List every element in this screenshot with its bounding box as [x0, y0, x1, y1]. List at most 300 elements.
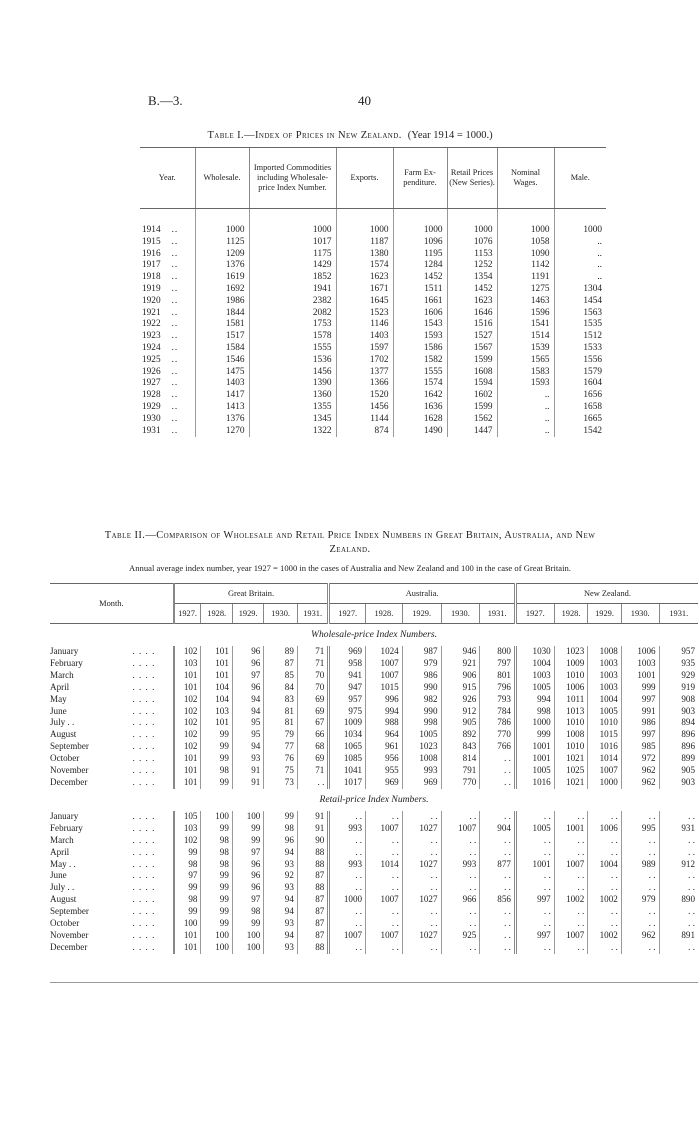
gb-value: 100 [232, 811, 263, 823]
value: 1000 [583, 225, 602, 235]
nz-value: . . [621, 811, 659, 823]
nz-value: . . [515, 811, 554, 823]
value-cell [447, 296, 497, 308]
nz-value: 997 [515, 930, 554, 942]
month-row [50, 729, 698, 741]
value: 1187 [370, 236, 389, 247]
value: 1456 [369, 401, 389, 412]
value-cell [497, 367, 554, 379]
year-header-aus-4: 1931. [480, 604, 516, 624]
row-dots: .. [171, 342, 179, 353]
gb-value: 100 [201, 930, 232, 942]
value: 1146 [370, 319, 389, 330]
gb-value: 88 [297, 859, 328, 871]
value-cell [336, 209, 393, 237]
month-name: January [50, 646, 79, 656]
month-row [50, 811, 698, 823]
aus-value: 796 [480, 682, 516, 694]
value-cell [195, 426, 249, 438]
value: 1628 [423, 413, 443, 424]
aus-value: 1015 [366, 682, 403, 694]
nz-value: 1023 [554, 646, 588, 658]
value: 1452 [473, 283, 493, 294]
section-title: Retail-price Index Numbers. [319, 793, 429, 805]
value: 1447 [473, 425, 493, 436]
value: 1599 [473, 354, 493, 365]
month-name: October [50, 918, 80, 929]
gb-value: 100 [201, 942, 232, 954]
year-label: 1918 [142, 272, 161, 283]
value-cell [497, 308, 554, 320]
value-cell [195, 209, 249, 237]
value-cell [249, 331, 336, 343]
gb-value: 97 [174, 870, 201, 882]
gb-value: 91 [232, 777, 263, 789]
value: 1645 [369, 295, 389, 306]
gb-value: 75 [264, 765, 298, 777]
aus-value: . . [441, 942, 480, 954]
nz-value: . . [515, 918, 554, 930]
aus-value: 926 [441, 694, 480, 706]
row-dots: .. [171, 295, 179, 306]
value-cell [554, 249, 606, 261]
month-dots: . . . . [132, 669, 156, 680]
year-label: 1915 [142, 236, 161, 247]
value-cell [393, 296, 447, 308]
value: 1539 [530, 342, 550, 353]
aus-value: 990 [402, 682, 441, 694]
value-cell [393, 284, 447, 296]
year-cell [140, 284, 195, 296]
month-dots: . . . . [132, 918, 156, 929]
month-row [50, 906, 698, 918]
value-cell [195, 237, 249, 249]
value-cell [336, 272, 393, 284]
comparison-table [50, 583, 698, 954]
value-cell [447, 343, 497, 355]
value: 1096 [423, 236, 443, 247]
value: 1058 [530, 236, 550, 247]
value-cell [195, 319, 249, 331]
gb-value: 99 [174, 906, 201, 918]
value: 1555 [312, 342, 332, 353]
month-dots: . . . . [132, 894, 156, 905]
nz-value: 1014 [588, 753, 622, 765]
aus-value: 905 [441, 717, 480, 729]
value-cell [249, 355, 336, 367]
nz-value: 1001 [515, 741, 554, 753]
aus-value: 994 [366, 706, 403, 718]
aus-value: 1014 [366, 859, 403, 871]
value-cell [447, 402, 497, 414]
value: .. [544, 425, 550, 436]
nz-value: . . [588, 847, 622, 859]
value-cell [554, 308, 606, 320]
month-row [50, 894, 698, 906]
month-row [50, 918, 698, 930]
value-cell [447, 260, 497, 272]
year-header-gb-3: 1930. [264, 604, 298, 624]
gb-value: 102 [174, 706, 201, 718]
gb-value: 98 [174, 859, 201, 871]
nz-value: 1010 [554, 741, 588, 753]
value-cell [393, 367, 447, 379]
value: 1599 [473, 401, 493, 412]
value: 1623 [473, 295, 493, 306]
aus-value: 1085 [329, 753, 366, 765]
value-cell [447, 390, 497, 402]
aus-value: 791 [441, 765, 480, 777]
gb-value: 101 [201, 658, 232, 670]
gb-value: 101 [174, 682, 201, 694]
nz-value: 912 [659, 859, 698, 871]
nz-value: 891 [659, 930, 698, 942]
value-cell [195, 260, 249, 272]
value: 1376 [225, 413, 245, 424]
year-label: 1916 [142, 248, 161, 259]
nz-value: 1010 [588, 717, 622, 729]
aus-value: . . [366, 835, 403, 847]
value-cell [249, 319, 336, 331]
nz-value: . . [554, 847, 588, 859]
value: 1582 [423, 354, 443, 365]
aus-value: 1065 [329, 741, 366, 753]
month-dots: . . . . [132, 870, 156, 881]
aus-value: 912 [441, 706, 480, 718]
gb-value: 79 [264, 729, 298, 741]
gb-value: 69 [297, 753, 328, 765]
nz-value: 1007 [554, 859, 588, 871]
gb-value: 77 [264, 741, 298, 753]
value-cell [497, 249, 554, 261]
value: 1661 [423, 295, 443, 306]
nz-value: . . [515, 942, 554, 954]
value-cell [336, 237, 393, 249]
month-dots: . . . . [132, 810, 156, 821]
value: 1578 [312, 331, 332, 342]
gb-value: 98 [232, 906, 263, 918]
gb-value: 85 [264, 670, 298, 682]
value: 1076 [473, 236, 493, 247]
aus-value: 941 [329, 670, 366, 682]
nz-value: 989 [621, 859, 659, 871]
value: 1413 [225, 401, 245, 412]
aus-value: 1007 [366, 823, 403, 835]
value: 1941 [312, 283, 332, 294]
value: 1000 [312, 225, 332, 235]
gb-value: 101 [174, 670, 201, 682]
nz-value: . . [659, 906, 698, 918]
value-cell [336, 343, 393, 355]
gb-value: 102 [174, 741, 201, 753]
value-cell [554, 296, 606, 308]
nz-value: . . [621, 835, 659, 847]
table1-row [140, 355, 606, 367]
gb-value: 94 [264, 894, 298, 906]
aus-value: 915 [441, 682, 480, 694]
value: 1000 [530, 225, 550, 235]
year-cell [140, 249, 195, 261]
aus-value: 892 [441, 729, 480, 741]
value-cell [447, 237, 497, 249]
value-cell [393, 249, 447, 261]
aus-value: 998 [402, 717, 441, 729]
nz-value: 931 [659, 823, 698, 835]
table2-group-row [50, 584, 698, 604]
value: 1191 [531, 272, 550, 283]
year-cell [140, 355, 195, 367]
gb-value: 71 [297, 765, 328, 777]
value: 1527 [473, 331, 493, 342]
value-cell [393, 260, 447, 272]
value-cell [447, 308, 497, 320]
gb-value: 103 [174, 823, 201, 835]
value: 1594 [473, 378, 493, 389]
gb-value: 87 [297, 894, 328, 906]
value: 1142 [531, 260, 550, 271]
month-name: April [50, 681, 70, 692]
month-row [50, 658, 698, 670]
gb-value: . . [297, 777, 328, 789]
year-label: 1922 [142, 319, 161, 330]
year-header-aus-1: 1928. [366, 604, 403, 624]
aus-value: 990 [402, 706, 441, 718]
gb-value: 99 [201, 729, 232, 741]
value: 1567 [473, 342, 493, 353]
aus-value: 1027 [402, 894, 441, 906]
year-cell [140, 237, 195, 249]
nz-value: 908 [659, 694, 698, 706]
gb-value: 93 [264, 859, 298, 871]
value: 1523 [369, 307, 389, 318]
value-cell [497, 355, 554, 367]
year-header-gb-1: 1928. [201, 604, 232, 624]
year-cell [140, 260, 195, 272]
value: 1429 [312, 260, 332, 271]
aus-value: 786 [480, 717, 516, 729]
gb-value: 99 [264, 811, 298, 823]
value: 874 [374, 425, 389, 436]
nz-value: 894 [659, 717, 698, 729]
month-row [50, 777, 698, 789]
month-row [50, 682, 698, 694]
gb-value: 69 [297, 706, 328, 718]
gb-value: 95 [232, 717, 263, 729]
year-label: 1924 [142, 342, 161, 353]
value-cell [249, 414, 336, 426]
aus-value: 986 [402, 670, 441, 682]
value: 1646 [473, 307, 493, 318]
aus-value: . . [329, 906, 366, 918]
month-dots: . . . . [132, 822, 156, 833]
value: 1000 [369, 225, 389, 235]
aus-value: 800 [480, 646, 516, 658]
value-cell [195, 378, 249, 390]
aus-value: 843 [441, 741, 480, 753]
aus-value: . . [441, 811, 480, 823]
nz-value: 1002 [588, 894, 622, 906]
value: .. [597, 248, 602, 259]
value-cell [195, 367, 249, 379]
year-cell [140, 272, 195, 284]
month-dots: . . . . [132, 941, 156, 952]
month-dots: . . . . [132, 729, 156, 740]
aus-value: . . [329, 847, 366, 859]
year-cell [140, 402, 195, 414]
month-row [50, 670, 698, 682]
month-name: December [50, 941, 88, 952]
value: 1390 [312, 378, 332, 389]
month-name: February [50, 657, 83, 668]
gb-value: 98 [201, 765, 232, 777]
month-name: September [50, 906, 89, 917]
value: 1511 [424, 283, 443, 294]
gb-value: 101 [174, 753, 201, 765]
value-cell [195, 308, 249, 320]
nz-value: . . [659, 918, 698, 930]
row-dots: .. [171, 236, 179, 247]
value: 1475 [225, 366, 245, 377]
value-cell [393, 402, 447, 414]
value-cell [336, 390, 393, 402]
year-cell [140, 319, 195, 331]
month-name: December [50, 776, 88, 787]
nz-value: 1007 [588, 765, 622, 777]
gb-value: 94 [264, 930, 298, 942]
gb-value: 99 [174, 882, 201, 894]
gb-value: 84 [264, 682, 298, 694]
value-cell [336, 402, 393, 414]
aus-value: . . [402, 811, 441, 823]
year-label: 1925 [142, 354, 161, 365]
nz-value: . . [554, 811, 588, 823]
table1-row [140, 272, 606, 284]
gb-value: 68 [297, 741, 328, 753]
value: 1583 [530, 366, 550, 377]
gb-value: 93 [232, 753, 263, 765]
value-cell [195, 284, 249, 296]
value: 1562 [473, 413, 493, 424]
nz-value: 1025 [554, 765, 588, 777]
aus-value: 1041 [329, 765, 366, 777]
nz-value: . . [621, 942, 659, 954]
year-cell [140, 308, 195, 320]
value: 1844 [225, 307, 245, 318]
page-number: 40 [358, 93, 371, 108]
aus-value: 955 [366, 765, 403, 777]
value-cell [393, 355, 447, 367]
aus-value: 1007 [441, 823, 480, 835]
value-cell [249, 426, 336, 438]
group-great-britain: Great Britain. [174, 584, 329, 604]
month-dots: . . . . [132, 753, 156, 764]
nz-value: . . [621, 906, 659, 918]
gb-value: 96 [232, 870, 263, 882]
gb-value: 88 [297, 847, 328, 859]
value-cell [336, 414, 393, 426]
table2-caption-line1: Table II.—Comparison of Wholesale and Retail Price Index Numbers in Great Britain, Australia, and New [104, 530, 596, 541]
aus-value: . . [480, 882, 516, 894]
value: 1144 [370, 413, 389, 424]
aus-value: 964 [366, 729, 403, 741]
aus-value: . . [480, 906, 516, 918]
nz-value: 1002 [588, 930, 622, 942]
year-label: 1927 [142, 378, 161, 389]
nz-value: 1010 [554, 670, 588, 682]
aus-value: . . [402, 847, 441, 859]
gb-value: 95 [232, 729, 263, 741]
aus-value: . . [480, 753, 516, 765]
aus-value: . . [441, 882, 480, 894]
value: 1209 [225, 248, 245, 259]
aus-value: . . [480, 777, 516, 789]
value-cell [195, 249, 249, 261]
value-cell [447, 355, 497, 367]
value: 1986 [225, 295, 245, 306]
value: 1380 [369, 248, 389, 259]
nz-value: 899 [659, 753, 698, 765]
aus-value: 1007 [366, 658, 403, 670]
row-dots: .. [171, 390, 179, 401]
table1-header-row [140, 148, 606, 209]
month-name: July . . [50, 882, 75, 893]
nz-value: 994 [515, 694, 554, 706]
year-header-nz-2: 1929. [588, 604, 622, 624]
gb-value: 70 [297, 670, 328, 682]
value-cell [249, 284, 336, 296]
gb-value: 98 [201, 859, 232, 871]
gb-value: 101 [174, 930, 201, 942]
nz-value: . . [621, 882, 659, 894]
nz-value: . . [554, 870, 588, 882]
nz-value: 1001 [621, 670, 659, 682]
table1-header-5: Retail Prices (New Series). [447, 148, 497, 209]
nz-value: 1021 [554, 753, 588, 765]
value-cell [195, 296, 249, 308]
aus-value: . . [366, 870, 403, 882]
nz-value: 1011 [554, 694, 588, 706]
month-row [50, 882, 698, 894]
value-cell [554, 355, 606, 367]
gb-value: 87 [264, 658, 298, 670]
aus-value: 1000 [329, 894, 366, 906]
month-dots: . . . . [132, 834, 156, 845]
gb-value: 69 [297, 694, 328, 706]
aus-value: 1007 [366, 930, 403, 942]
aus-value: . . [402, 870, 441, 882]
nz-value: 905 [659, 765, 698, 777]
gb-value: 99 [232, 918, 263, 930]
nz-value: . . [554, 835, 588, 847]
gb-value: 97 [232, 670, 263, 682]
month-row [50, 706, 698, 718]
month-dots: . . . . [132, 741, 156, 752]
gb-value: 71 [297, 658, 328, 670]
value-cell [336, 319, 393, 331]
nz-value: 1013 [554, 706, 588, 718]
aus-value: 770 [441, 777, 480, 789]
aus-value: . . [329, 882, 366, 894]
gb-value: 99 [201, 741, 232, 753]
value: 1574 [369, 260, 389, 271]
value: 1656 [583, 390, 602, 401]
aus-value: 993 [329, 859, 366, 871]
gb-value: 101 [174, 765, 201, 777]
nz-value: 962 [621, 777, 659, 789]
row-dots: .. [171, 319, 179, 330]
year-header-gb-2: 1929. [232, 604, 263, 624]
nz-value: 999 [515, 729, 554, 741]
